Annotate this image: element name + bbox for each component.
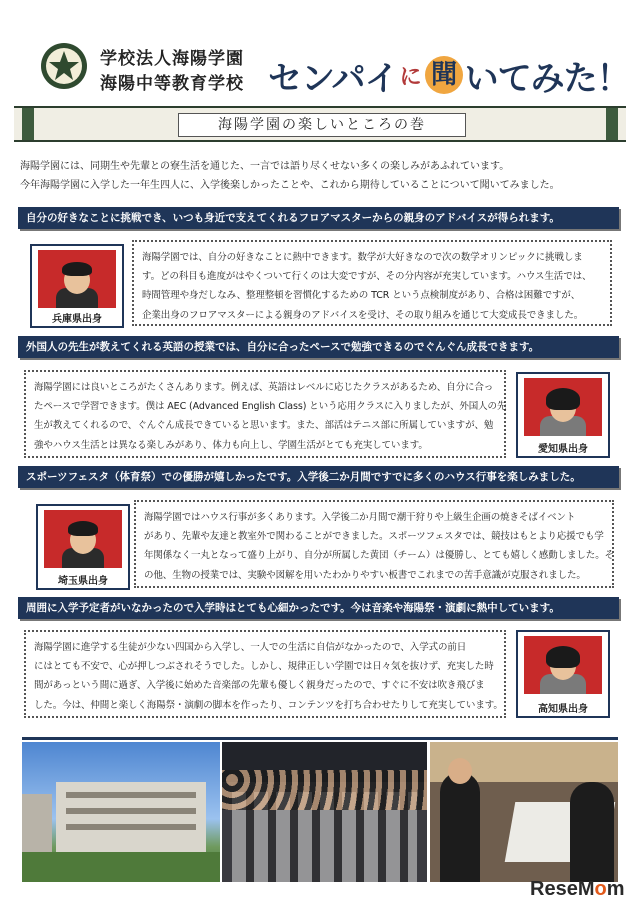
headline-part-b: に [399,64,421,90]
section-1-origin: 兵庫県出身 [52,314,102,325]
headline [268,52,630,98]
section-2-line-1: 海陽学園には良いところがたくさんあります。例えば、英語はレベルに応じたクラスがあるため、自分に合っ [34,382,494,393]
section-1-portrait [30,244,124,328]
school-emblem-icon [40,42,88,90]
headline-part-a: センパイ [268,58,398,99]
banner-title: 海陽学園の楽しいところの巻 [178,113,466,137]
section-4-heading: 周囲に入学予定者がいなかったので入学時はとても心細かったです。今は音楽や海陽祭・演劇に熱中しています。 [18,597,619,619]
watermark-part-3: m [606,878,625,900]
section-4-line-3: 間があっという間に過ぎ、入学後に始めた音楽部の先輩も優しく親身だったので、すぐに不安は吹き飛びま [34,680,485,692]
section-4-line-2: にはとても不安で、心が押しつぶされそうでした。しかし、規律正しい学園では日々気を抜けず、充実した時 [34,661,494,673]
section-1-heading: 自分の好きなことに挑戦でき、いつも身近で支えてくれるフロアマスターからの親身のアドバイスが得られます。 [18,207,619,229]
section-1-text [132,240,612,326]
school-corporation-name: 学校法人海陽学園 [100,49,244,69]
section-3-line-4: の他、生物の授業では、実験や図解を用いたわかりやすい板書でこれまでの苦手意識が克服されました。 [144,569,586,581]
banner-post-right [606,108,618,140]
section-2-line-3: 生が教えてくれるので、ぐんぐん成長できていると思います。また、部活はテニス部に所属していますが、勉 [34,420,494,432]
section-2-text [24,370,506,458]
intro-line-2: 今年海陽学園に入学した一年生四人に、入学後楽しかったことや、これから期待していることについて聞いてみました。 [20,180,560,191]
section-4-line-1: 海陽学園に進学する生徒が少ない四国から入学し、一人での生活に自信がなかったので、入学式の前日 [34,642,467,653]
student-photo [44,510,122,568]
classroom-photo [430,742,618,882]
student-photo [38,250,116,308]
headline-part-d: いてみた！ [464,58,630,99]
section-1-line-4: 企業出身のフロアマスターによる親身のアドバイスを受け、その取り組みを通じて大変成長できました。 [142,309,584,321]
school-name: 海陽中等教育学校 [100,74,244,94]
section-1-line-3: 時間管理や身だしなみ、整理整頓を習慣化するための TCR という点検制度があり、合格は困難ですが、 [142,290,581,302]
intro-line-1: 海陽学園には、同期生や先輩との寮生活を通じた、一言では語り尽くせない多くの楽しみがあふれています。 [20,161,510,172]
section-3-line-2: があり、先輩や友達と教室外で関わることができました。スポーツフェスタでは、競技はもとより応援でも学 [144,531,604,543]
campus-building-photo [22,742,220,882]
student-group-photo [222,742,427,882]
section-4-portrait [516,630,610,718]
section-2-heading: 外国人の先生が教えてくれる英語の授業では、自分に合ったペースで勉強できるのでぐんぐん成長できます。 [18,336,619,358]
watermark-part-1: ReseM [530,878,595,900]
section-3-line-1: 海陽学園ではハウス行事が多くあります。入学後二か月間で潮干狩りや上級生企画の焼きそばイベント [144,512,576,523]
section-4-origin: 高知県出身 [538,704,588,715]
section-2-line-2: たペースで学習できます。僕は AEC (Advanced English Class) という応用クラスに入りましたが、外国人の先 [34,401,507,413]
section-3-origin: 埼玉県出身 [58,576,108,587]
section-3-portrait [36,504,130,590]
student-photo [524,636,602,694]
section-3-line-3: 年関係なく一丸となって盛り上がり、自分が所属した黄団（チーム）は優勝し、とても嬉しく感動しました。そ [144,550,615,562]
watermark-part-2: o [594,878,607,900]
section-1-line-2: す。どの科目も進度がはやくついて行くのは大変ですが、その分内容が充実しています。ハウス生活では、 [142,271,592,283]
resemom-watermark [530,878,625,901]
student-photo [524,378,602,436]
banner-post-left [22,108,34,140]
section-4-line-4: した。今は、仲間と楽しく海陽祭・演劇の脚本を作ったり、コンテンツを打ち合わせたりして充実しています。 [34,699,503,711]
section-2-line-4: 強やハウス生活とは異なる楽しみがあり、体力も向上し、学園生活がとても充実しています。 [34,439,428,451]
headline-part-c: 聞 [425,56,463,94]
section-2-origin: 愛知県出身 [538,444,588,455]
section-3-heading: スポーツフェスタ（体育祭）での優勝が嬉しかったです。入学後二か月間ですでに多くのハウス行事を楽しみました。 [18,466,619,488]
section-2-portrait [516,372,610,458]
section-4-text [24,630,506,718]
section-3-text [134,500,614,588]
section-1-line-1: 海陽学園では、自分の好きなことに熱中できます。数学が大好きなので次の数学オリンピックに挑戦しま [142,252,583,263]
photo-strip-rule [22,737,618,740]
